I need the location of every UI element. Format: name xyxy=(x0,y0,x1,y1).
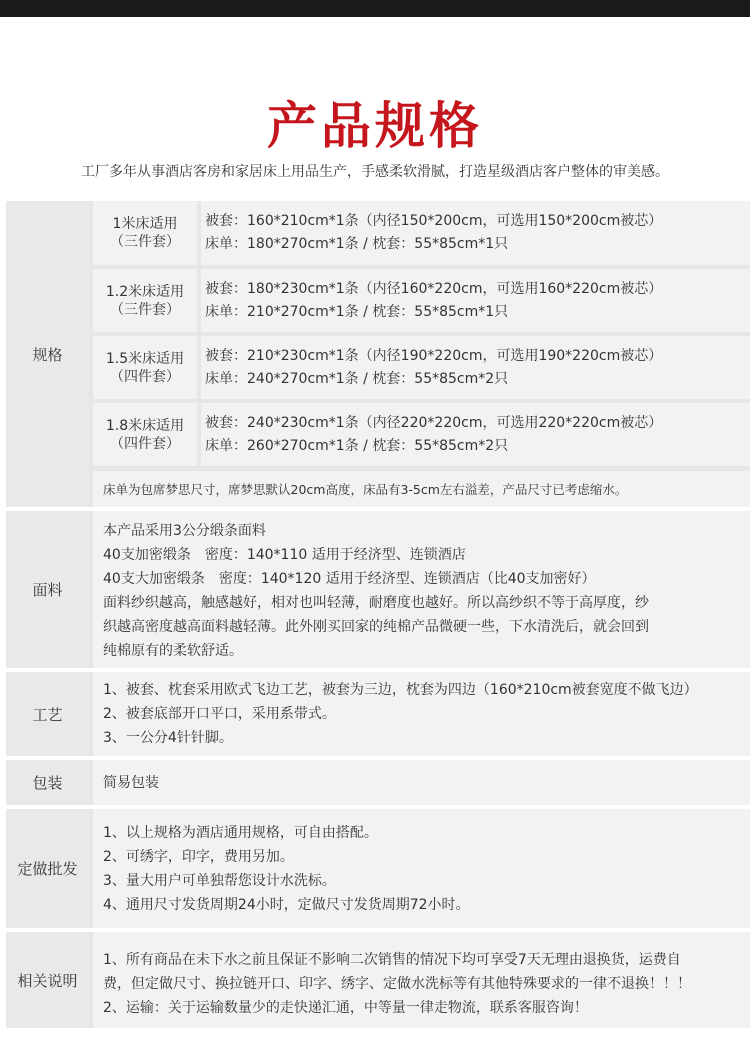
size-name: 1.5米床适用 xyxy=(105,350,185,367)
fabric-line: 面料纱织越高，触感越好，相对也叫轻薄，耐磨度也越好。所以高纱织不等于高厚度，纱 xyxy=(103,595,649,611)
page-subtitle: 工厂多年从事酒店客房和家居床上用品生产，手感柔软滑腻，打造星级酒店客户整体的审美感。 xyxy=(81,164,669,180)
top-bar xyxy=(0,0,750,17)
size-detail xyxy=(201,403,750,466)
craft-line: 2、被套底部开口平口，采用系带式。 xyxy=(103,706,336,722)
fabric-line: 纯棉原有的柔软舒适。 xyxy=(103,643,243,659)
craft-text xyxy=(103,678,740,750)
packaging-label: 包装 xyxy=(6,760,89,805)
duvet-spec: 被套：160*210cm*1条（内径150*200cm，可选用150*200cm被芯） xyxy=(205,213,663,229)
duvet-spec: 被套：180*230cm*1条（内径160*220cm，可选用160*220cm被芯） xyxy=(205,280,663,297)
sheet-spec: 床单：260*270cm*1条 / 枕套：55*85cm*2只 xyxy=(205,437,509,454)
size-set: （四件套） xyxy=(110,435,180,452)
sheet-spec: 床单：240*270cm*1条 / 枕套：55*85cm*2只 xyxy=(205,370,509,387)
notes-line: 1、所有商品在未下水之前且保证不影响二次销售的情况下均可享受7天无理由退换货，运费自 xyxy=(103,952,681,968)
size-label xyxy=(93,403,197,466)
size-label xyxy=(93,201,197,265)
notes-line: 费，但定做尺寸、换拉链开口、印字、绣字、定做水洗标等有其他特殊要求的一律不退换！！！ xyxy=(103,976,691,992)
custom-text xyxy=(103,821,740,917)
duvet-spec: 被套：210*230cm*1条（内径190*220cm，可选用190*220cm被芯） xyxy=(205,347,663,364)
notes-line: 2、运输：关于运输数量少的走快递汇通，中等量一律走物流，联系客服咨询！ xyxy=(103,1000,588,1016)
sheet-spec: 床单：180*270cm*1条 / 枕套：55*85cm*1只 xyxy=(205,236,509,252)
packaging-line: 简易包装 xyxy=(103,775,159,791)
craft-group xyxy=(6,672,750,756)
size-set: （三件套） xyxy=(110,301,180,318)
craft-label: 工艺 xyxy=(6,672,89,756)
size-name: 1米床适用 xyxy=(112,216,178,232)
size-name: 1.8米床适用 xyxy=(105,417,185,434)
craft-line: 1、被套、枕套采用欧式飞边工艺，被套为三边，枕套为四边（160*210cm被套宽度不做飞边） xyxy=(103,682,698,698)
custom-group xyxy=(6,809,750,928)
size-label xyxy=(93,336,197,399)
fabric-line: 40支大加密缎条 密度：140*120 适用于经济型、连锁酒店（比40支加密好） xyxy=(103,571,596,587)
size-row-4 xyxy=(93,403,750,466)
custom-label: 定做批发 xyxy=(6,809,89,928)
custom-line: 3、量大用户可单独帮您设计水洗标。 xyxy=(103,873,336,889)
fabric-group xyxy=(6,511,750,668)
packaging-text xyxy=(103,771,740,795)
notes-text xyxy=(103,948,740,1020)
custom-line: 4、通用尺寸发货周期24小时，定做尺寸发货周期72小时。 xyxy=(103,897,470,913)
size-detail xyxy=(201,201,750,265)
fabric-line: 织越高密度越高面料越轻薄。此外刚买回家的纯棉产品微硬一些，下水清洗后，就会回到 xyxy=(103,619,649,635)
size-row-3 xyxy=(93,336,750,399)
custom-line: 2、可绣字，印字，费用另加。 xyxy=(103,849,294,865)
sheet-spec: 床单：210*270cm*1条 / 枕套：55*85cm*1只 xyxy=(205,303,509,320)
page-title: 产品规格 xyxy=(267,96,483,155)
size-set: （三件套） xyxy=(110,234,180,250)
custom-line: 1、以上规格为酒店通用规格，可自由搭配。 xyxy=(103,825,378,841)
fabric-line: 本产品采用3公分缎条面料 xyxy=(103,523,266,539)
spec-label: 规格 xyxy=(6,201,89,507)
packaging-group xyxy=(6,760,750,805)
notes-label: 相关说明 xyxy=(6,932,89,1028)
size-row-2 xyxy=(93,269,750,332)
duvet-spec: 被套：240*230cm*1条（内径220*220cm，可选用220*220cm被芯） xyxy=(205,414,663,431)
size-set: （四件套） xyxy=(110,368,180,385)
size-label xyxy=(93,269,197,332)
craft-line: 3、一公分4针针脚。 xyxy=(103,730,233,746)
fabric-text xyxy=(103,519,740,663)
size-row-1 xyxy=(93,201,750,265)
fabric-line: 40支加密缎条 密度：140*110 适用于经济型、连锁酒店 xyxy=(103,547,466,563)
fabric-label: 面料 xyxy=(6,511,89,668)
size-name: 1.2米床适用 xyxy=(105,283,185,300)
size-detail xyxy=(201,269,750,332)
notes-group xyxy=(6,932,750,1028)
spec-group xyxy=(6,201,750,507)
size-note: 床单为包席梦思尺寸，席梦思默认20cm高度，床品有3-5cm左右溢差，产品尺寸已考虑缩水。 xyxy=(93,471,750,507)
size-detail xyxy=(201,336,750,399)
